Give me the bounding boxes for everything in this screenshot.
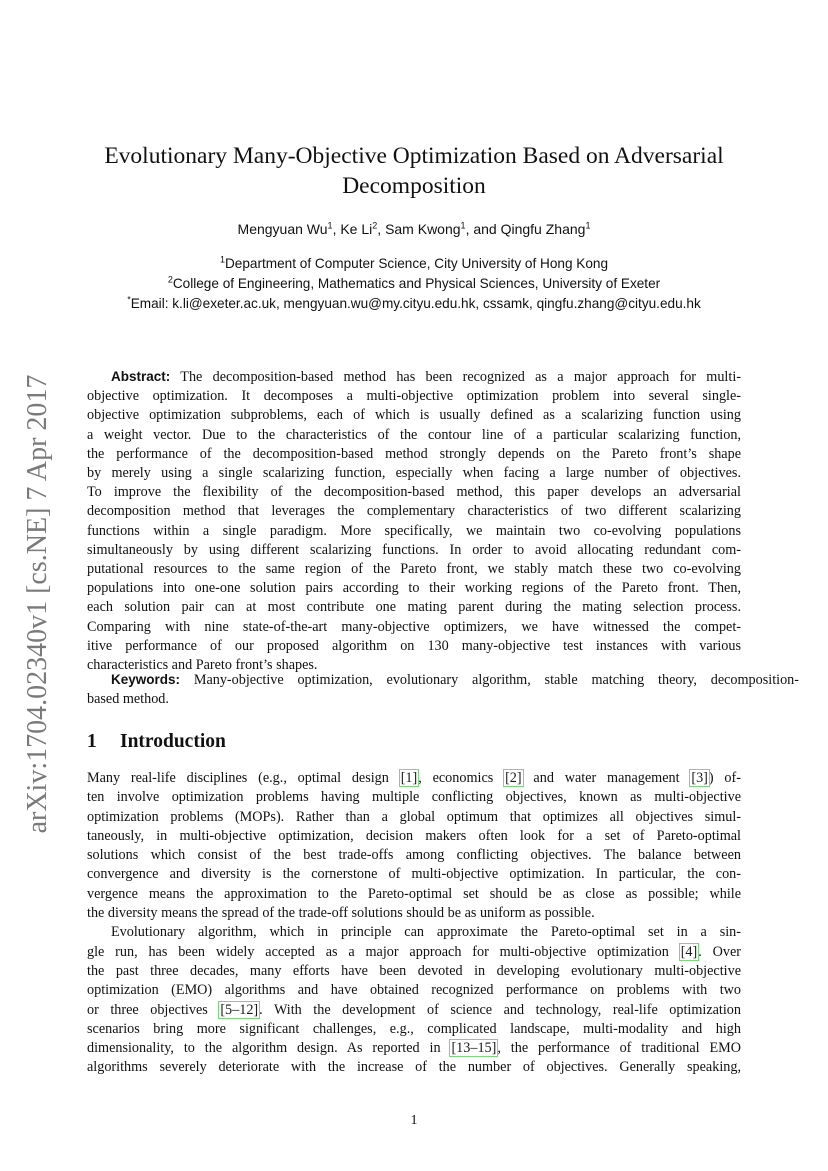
- intro-line: [87, 962, 741, 981]
- author-name: Sam Kwong: [385, 221, 461, 237]
- intro-line: [87, 827, 741, 846]
- intro-line: [87, 769, 741, 788]
- abstract-line-text: itive performance of our proposed algorithm on 130 many-objective test instances with various: [87, 637, 741, 654]
- affiliation-block: [90, 254, 738, 314]
- affiliation-mark: 2: [167, 274, 173, 285]
- arxiv-identifier-stamp: arXiv:1704.02340v1 [cs.NE] 7 Apr 2017: [22, 374, 53, 834]
- intro-text: solutions which consist of the best trade-offs among conflicting objectives. The balance between: [87, 847, 741, 864]
- intro-text: , the performance of traditional EMO: [497, 1040, 741, 1057]
- abstract-line-text: characteristics and Pareto front’s shapes.: [87, 657, 318, 674]
- introduction-body: [87, 769, 741, 1078]
- citation-link[interactable]: [1]: [400, 770, 418, 786]
- intro-line: [87, 1039, 741, 1058]
- abstract-line-text: functions within a single paradigm. More specifically, we maintain two co-evolving populations: [87, 522, 741, 539]
- abstract-line-text: putational resources to the same region of the Pareto front, we stably match these two co-evolving: [87, 561, 741, 578]
- author-affiliation-mark: 1: [585, 220, 591, 231]
- keywords-line-text: based method.: [87, 691, 169, 708]
- keywords-block: [87, 670, 799, 709]
- abstract-line: [87, 445, 741, 464]
- intro-text: optimization (EMO) algorithms and have obtained recognized performance on problems with two: [87, 982, 741, 999]
- intro-text: taneously, in multi-objective optimization, decision makers often look for a set of Pareto-optimal: [87, 827, 741, 844]
- intro-text: or three objectives: [87, 1001, 220, 1018]
- section-heading: [87, 731, 226, 753]
- abstract-line-text: each solution pair can at most contribute one mating parent during the mating selection process.: [87, 599, 741, 616]
- abstract-line: [87, 367, 741, 387]
- abstract-line: [87, 464, 741, 483]
- intro-line: [87, 1020, 741, 1039]
- abstract-line-text: To improve the flexibility of the decomposition-based method, this paper develops an adversarial: [87, 484, 741, 501]
- intro-text: the past three decades, many efforts have been devoted in developing evolutionary multi-objective: [87, 962, 741, 979]
- abstract-line: [87, 502, 741, 521]
- intro-line: [87, 943, 741, 962]
- abstract-line: [87, 618, 741, 637]
- keywords-line-text: Many-objective optimization, evolutionary algorithm, stable matching theory, decomposition-: [180, 672, 799, 688]
- section-number: 1: [87, 731, 97, 752]
- title-line: Decomposition: [342, 173, 486, 199]
- email-text: Email: k.li@exeter.ac.uk, mengyuan.wu@my.cityu.edu.hk, cssamk, qingfu.zhang@cityu.edu.hk: [130, 296, 701, 311]
- citation-link[interactable]: [3]: [691, 770, 708, 786]
- intro-line: [87, 1001, 741, 1020]
- title-line: Evolutionary Many-Objective Optimization Based on Adversarial: [104, 143, 724, 169]
- citation-link[interactable]: [4]: [680, 943, 698, 960]
- intro-text: optimization problems (MOPs). Rather than a global optimum that optimizes all objectives simul-: [87, 808, 741, 825]
- intro-line: [87, 981, 741, 1000]
- author-name: Ke Li: [340, 221, 373, 237]
- intro-text: dimensionality, to the algorithm design. As reported in: [87, 1040, 451, 1057]
- author-affiliation-mark: 1: [460, 220, 466, 231]
- abstract-line-text: objective optimization. It decomposes a multi-objective optimization problem into several single-: [87, 388, 741, 405]
- affiliation-line: [90, 274, 738, 294]
- abstract-line: [87, 541, 741, 560]
- intro-text: . With the development of science and technology, real-life optimization: [259, 1001, 741, 1018]
- intro-text: , economics: [418, 770, 505, 786]
- author-list: Mengyuan Wu$^1$, Ke Li$^2$, Sam Kwong$^1$, and Qingfu Zhang$^1$: [237, 220, 591, 237]
- abstract-line-text: simultaneously by using different scalarizing functions. In order to avoid allocating redundant com-: [87, 541, 741, 558]
- abstract-line: [87, 560, 741, 579]
- intro-text: ten involve optimization problems having multiple conflicting objectives, known as multi-objective: [87, 789, 741, 806]
- abstract-line-text: populations into one-one solution pairs according to their working regions of the Pareto front. Then,: [87, 580, 741, 597]
- affiliation-text: College of Engineering, Mathematics and Physical Sciences, University of Exeter: [172, 276, 661, 291]
- abstract-line-text: decomposition method that leverages the complementary characteristics of two different scalarizing: [87, 503, 741, 520]
- intro-text: Many real-life disciplines (e.g., optimal design: [87, 770, 400, 786]
- intro-text: the diversity means the spread of the trade-off solutions should be as uniform as possible.: [87, 905, 595, 922]
- email-line: [90, 294, 738, 314]
- abstract-line: [87, 637, 741, 656]
- author-affiliation-mark: 1: [327, 220, 333, 231]
- citation-link[interactable]: [2]: [505, 770, 522, 786]
- intro-line: [87, 788, 741, 807]
- keywords-line: [87, 670, 799, 690]
- abstract-line-text: by merely using a single scalarizing function, especially when facing a large number of objectives.: [87, 465, 741, 482]
- affiliation-line: [90, 254, 738, 274]
- intro-text: ) of-: [708, 770, 741, 786]
- keywords-label: Keywords:: [111, 672, 181, 687]
- intro-text: Evolutionary algorithm, which in principle can approximate the Pareto-optimal set in a sin-: [111, 924, 741, 941]
- intro-line: [87, 808, 741, 827]
- abstract-line-text: The decomposition-based method has been recognized as a major approach for multi-: [170, 369, 741, 385]
- intro-text: vergence means the approximation to the Pareto-optimal set should be as close as possible; while: [87, 885, 741, 902]
- abstract-label: Abstract:: [111, 369, 171, 384]
- section-title: Introduction: [120, 731, 226, 752]
- intro-text: . Over: [698, 943, 741, 960]
- intro-line: [87, 923, 741, 942]
- paper-title: [90, 141, 738, 201]
- abstract-line: [87, 483, 741, 502]
- abstract-line: [87, 579, 741, 598]
- abstract-line: [87, 598, 741, 617]
- author-connector: , and: [465, 221, 497, 237]
- abstract-line-text: objective optimization subproblems, each of which is usually defined as a scalarizing function using: [87, 407, 741, 424]
- affiliation-mark: *: [127, 294, 131, 305]
- abstract-line-text: Comparing with nine state-of-the-art many-objective optimizers, we have witnessed the compet-: [87, 618, 741, 635]
- intro-line: [87, 904, 741, 923]
- page-number: 1: [410, 1113, 418, 1128]
- author-affiliation-mark: 2: [372, 220, 378, 231]
- abstract-line: [87, 387, 741, 406]
- intro-text: gle run, has been widely accepted as a major approach for multi-objective optimization: [87, 943, 680, 960]
- intro-line: [87, 846, 741, 865]
- abstract-line-text: the performance of the decomposition-based method strongly depends on the Pareto front’s shape: [87, 445, 741, 462]
- citation-link[interactable]: [5–12]: [220, 1001, 259, 1018]
- abstract-line-text: a weight vector. Due to the characteristics of the contour line of a particular scalarizing function,: [87, 426, 741, 443]
- citation-link[interactable]: [13–15]: [451, 1040, 497, 1057]
- abstract-line: [87, 426, 741, 445]
- abstract-block: [87, 367, 741, 675]
- author-name: Qingfu Zhang: [500, 221, 586, 237]
- keywords-line: [87, 690, 799, 709]
- intro-line: [87, 1058, 741, 1077]
- intro-text: algorithms severely deteriorate with the increase of the number of objectives. Generally speaking,: [87, 1059, 741, 1076]
- author-name: Mengyuan Wu: [237, 221, 328, 237]
- affiliation-mark: 1: [219, 254, 225, 265]
- intro-text: scenarios bring more significant challenges, e.g., complicated landscape, multi-modality and high: [87, 1020, 741, 1037]
- abstract-line: [87, 406, 741, 425]
- intro-line: [87, 865, 741, 884]
- affiliation-text: Department of Computer Science, City University of Hong Kong: [224, 256, 609, 271]
- intro-line: [87, 885, 741, 904]
- abstract-line: [87, 522, 741, 541]
- intro-text: and water management: [522, 770, 691, 786]
- intro-text: convergence and diversity is the cornerstone of multi-objective optimization. In particular, the con-: [87, 866, 741, 883]
